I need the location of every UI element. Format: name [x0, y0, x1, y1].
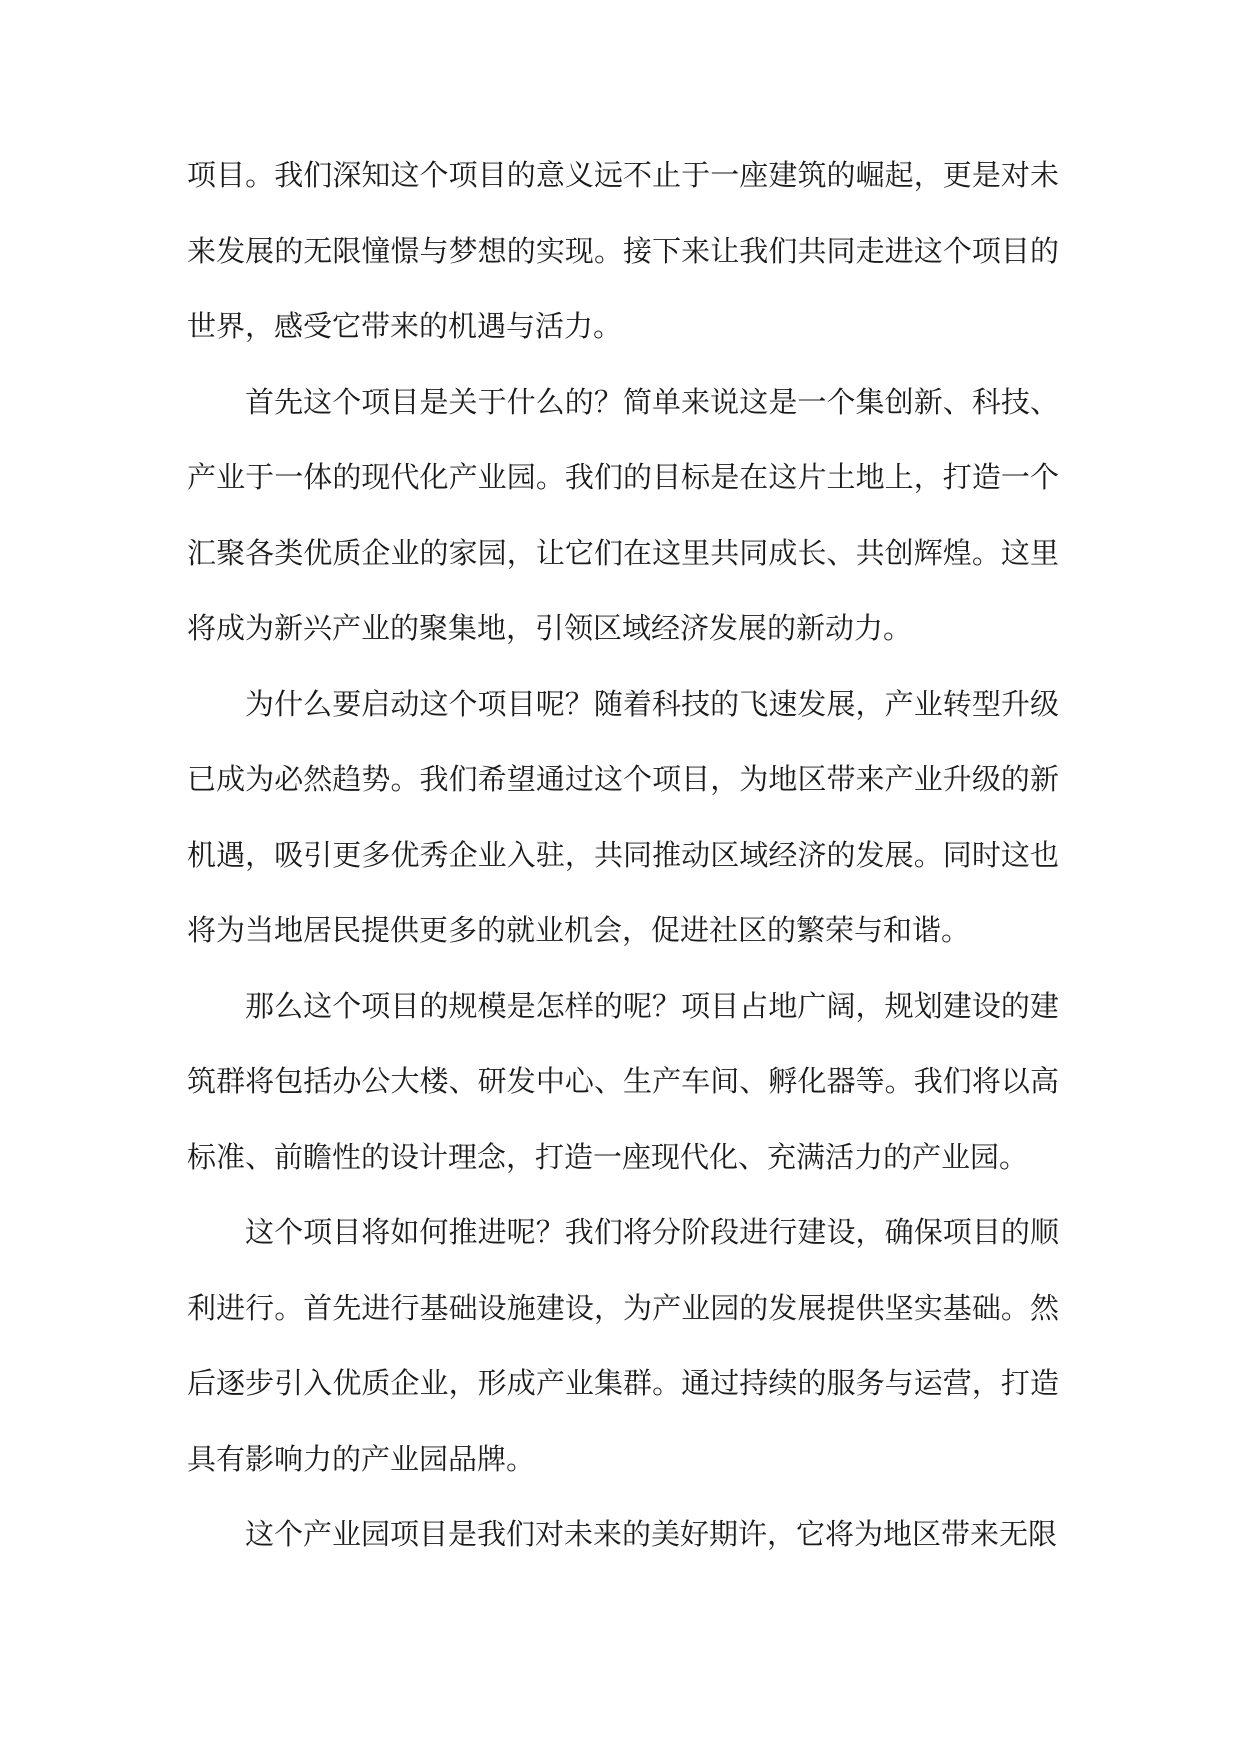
paragraph-continued: 项目。我们深知这个项目的意义远不止于一座建筑的崛起，更是对未来发展的无限憧憬与梦想的实现。接下来让我们共同走进这个项目的世界，感受它带来的机遇与活力。 [187, 158, 1059, 343]
paragraph-project-overview: 首先这个项目是关于什么的？简单来说这是一个集创新、科技、产业于一体的现代化产业园。我们的目标是在这片土地上，打造一个汇聚各类优质企业的家园，让它们在这里共同成长、共创辉煌。这里将成为新兴产业的聚集地，引领区域经济发展的新动力。 [187, 384, 1059, 645]
paragraph-project-motivation: 为什么要启动这个项目呢？随着科技的飞速发展，产业转型升级已成为必然趋势。我们希望通过这个项目，为地区带来产业升级的新机遇，吸引更多优秀企业入驻，共同推动区域经济的发展。同时这也将为当地居民提供更多的就业机会，促进社区的繁荣与和谐。 [187, 686, 1059, 947]
paragraph-project-plan: 这个项目将如何推进呢？我们将分阶段进行建设，确保项目的顺利进行。首先进行基础设施建设，为产业园的发展提供坚实基础。然后逐步引入优质企业，形成产业集群。通过持续的服务与运营，打造具有影响力的产业园品牌。 [187, 1215, 1059, 1476]
paragraph-project-scale: 那么这个项目的规模是怎样的呢？项目占地广阔，规划建设的建筑群将包括办公大楼、研发中心、生产车间、孵化器等。我们将以高标准、前瞻性的设计理念，打造一座现代化、充满活力的产业园。 [187, 988, 1059, 1174]
paragraph-conclusion: 这个产业园项目是我们对未来的美好期许，它将为地区带来无限 [245, 1517, 1058, 1551]
document-body [187, 138, 1059, 1573]
